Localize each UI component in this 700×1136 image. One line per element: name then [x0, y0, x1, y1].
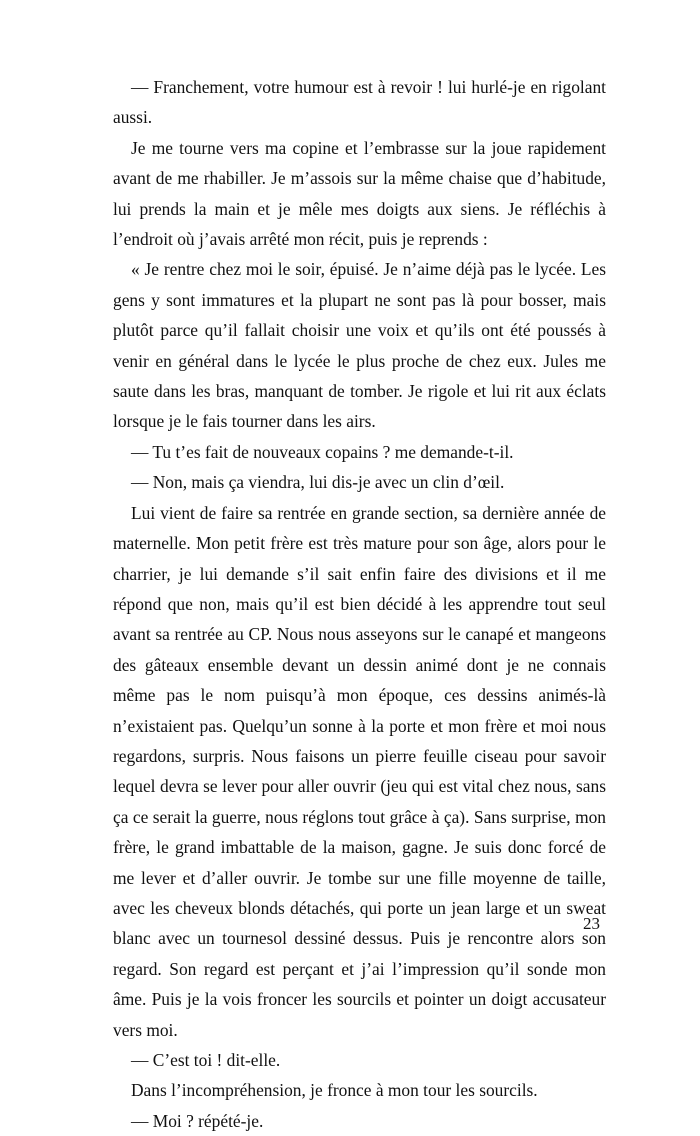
- body-text: [113, 72, 606, 1136]
- paragraph-2: Je me tourne vers ma copine et l’embrasse sur la joue rapidement avant de me rhabiller. Je m’assois sur la même chaise que d’habitude, lui prends la main et je mêle mes doigts aux siens. Je réfléchis à l’endroit où j’avais arrêté mon récit, puis je reprends :: [113, 137, 606, 250]
- paragraph-7: — C’est toi ! dit-elle.: [131, 1050, 281, 1070]
- paragraph-6: Lui vient de faire sa rentrée en grande section, sa dernière année de maternelle. Mon petit frère est très mature pour son âge, alors pour le charrier, je lui demande s’il sait enfin faire des divisions et il me répond que non, mais qu’il est bien décidé à les apprendre tout seul avant sa rentrée au CP. Nous nous asseyons sur le canapé et mangeons des gâteaux ensemble devant un dessin animé dont je ne connais même pas le nom puisqu’à mon époque, ces dessins animés-là n’existaient pas. Quelqu’un sonne à la porte et mon frère et moi nous regardons, surpris. Nous faisons un pierre feuille ciseau pour savoir lequel devra se lever pour aller ouvrir (jeu qui est vital chez nous, sans ça ce serait la guerre, nous réglons tout grâce à ça). Sans surprise, mon frère, le grand imbattable de la maison, gagne. Je suis donc forcé de me lever et d’aller ouvrir. Je tombe sur une fille moyenne de taille, avec les cheveux blonds détachés, qui porte un jean large et un sweat blanc avec un tournesol dessiné dessus. Puis je rencontre alors son regard. Son regard est perçant et j’ai l’impression qu’il sonde mon âme. Puis je la vois froncer les sourcils et pointer un doigt accusateur vers moi.: [113, 502, 606, 1040]
- paragraph-8: Dans l’incompréhension, je fronce à mon tour les sourcils.: [131, 1080, 538, 1101]
- paragraph-1: — Franchement, votre humour est à revoir ! lui hurlé-je en rigolant aussi.: [113, 77, 606, 128]
- paragraph-4: — Tu t’es fait de nouveaux copains ? me demande-t-il.: [131, 441, 514, 462]
- paragraph-3: « Je rentre chez moi le soir, épuisé. Je n’aime déjà pas le lycée. Les gens y sont immatures et la plupart ne sont pas là pour bosser, mais plutôt parce qu’il fallait choisir une voix et qu’ils ont été poussés à venir en général dans le lycée le plus proche de chez eux. Jules me saute dans les bras, manquant de tomber. Je rigole et lui rit aux éclats lorsque je le fais tourner dans les airs.: [113, 259, 606, 432]
- page-number: 23: [583, 914, 600, 933]
- paragraph-9: — Moi ? répété-je.: [131, 1110, 264, 1131]
- paragraph-5: — Non, mais ça viendra, lui dis-je avec un clin d’œil.: [131, 472, 505, 493]
